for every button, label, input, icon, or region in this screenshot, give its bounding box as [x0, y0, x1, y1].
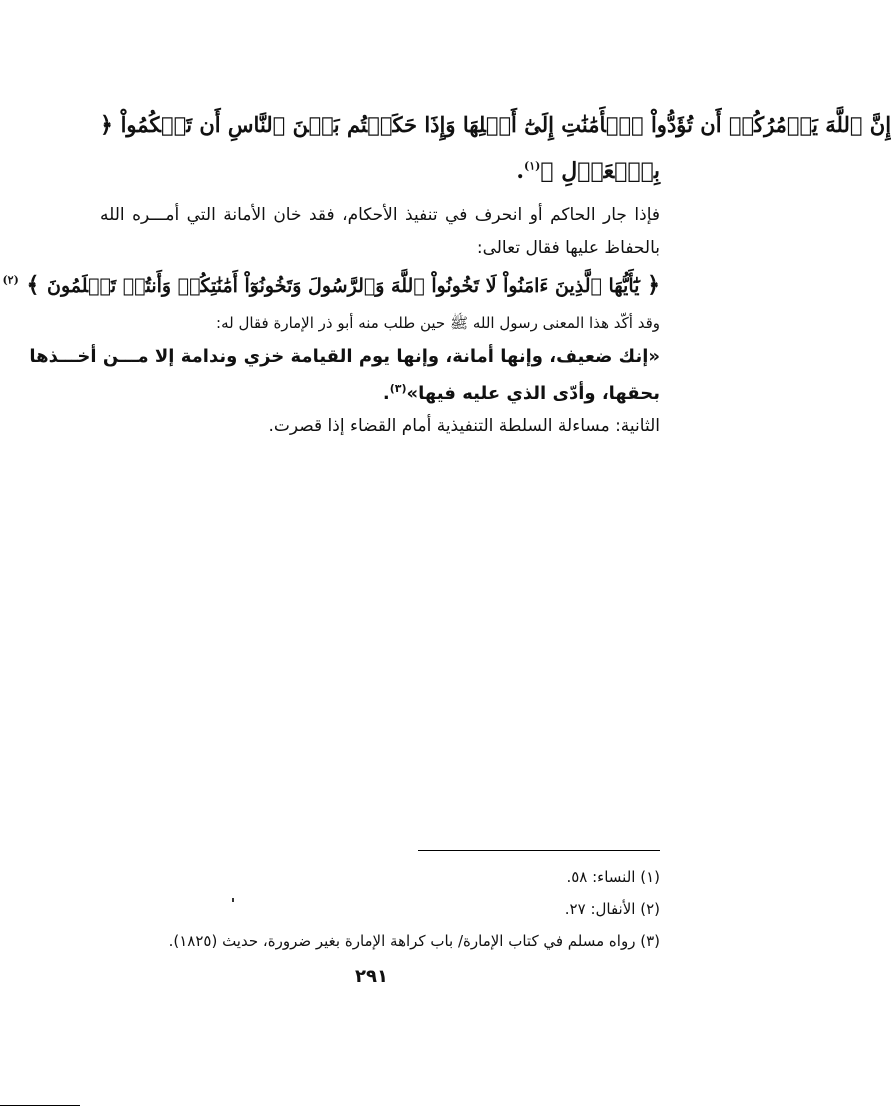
ink-speck	[232, 898, 234, 902]
footnote-3: (٣) رواه مسلم في كتاب الإمارة/ باب كراهة الإمارة بغير ضرورة، حديث (١٨٢٥).	[168, 932, 660, 950]
hadith-period: .	[382, 383, 390, 404]
hadith-line-2	[383, 382, 660, 404]
footnote-ref-3: (٣)	[389, 382, 407, 395]
scan-edge-line	[0, 1105, 80, 1106]
verse-2-open-brace: ﴿	[647, 272, 660, 298]
paragraph-1-line-2: بالحفاظ عليها فقال تعالى:	[476, 238, 660, 258]
verse-2-text: يَٰٓأَيُّهَا ٱلَّذِينَ ءَامَنُواْ لَا تَخُونُواْ ٱللَّهَ وَٱلرَّسُولَ وَتَخُونُوٓاْ أَمَٰنَٰتِكُمۡ وَأَنتُمۡ تَعۡلَمُونَ	[47, 275, 640, 297]
footnote-separator	[418, 850, 660, 851]
verse-1-line-2	[516, 158, 660, 184]
hadith-text-end: بحقها، وأدّى الذي عليه فيها»	[406, 383, 660, 404]
verse-1-period: .	[516, 158, 525, 184]
verse-2-close-brace: ﴾	[26, 272, 40, 298]
verse-1-text: إِنَّ ٱللَّهَ يَأۡمُرُكُمۡ أَن تُؤَدُّواْ ٱلۡأَمَٰنَٰتِ إِلَىٰٓ أَهۡلِهَا وَإِذَا حَكَمۡتُم بَيۡنَ ٱلنَّاسِ أَن تَحۡكُمُواْ	[120, 112, 891, 137]
footnote-1: (١) النساء: ٥٨.	[566, 868, 660, 886]
verse-1-text-end: بِٱلۡعَدۡلِ	[561, 158, 660, 184]
footnote-ref-2: (٢)	[2, 273, 19, 287]
page-number: ٢٩١	[355, 966, 388, 987]
paragraph-3: الثانية: مساءلة السلطة التنفيذية أمام القضاء إذا قصرت.	[268, 416, 660, 436]
verse-2	[2, 272, 660, 298]
verse-close-brace: ﴾	[540, 158, 554, 184]
footnote-ref-1: (١)	[524, 159, 541, 173]
verse-1-line-1	[100, 112, 891, 138]
verse-open-brace: ﴿	[100, 112, 113, 138]
paragraph-2: وقد أكّد هذا المعنى رسول الله ﷺ حين طلب منه أبو ذر الإمارة فقال له:	[216, 314, 660, 332]
paragraph-1-line-1: فإذا جار الحاكم أو انحرف في تنفيذ الأحكام، فقد خان الأمانة التي أمـــره الله	[100, 205, 660, 225]
footnote-2: (٢) الأنفال: ٢٧.	[564, 900, 660, 918]
hadith-line-1: «إنك ضعيف، وإنها أمانة، وإنها يوم القيامة خزي وندامة إلا مـــن أخـــذها	[29, 346, 660, 367]
